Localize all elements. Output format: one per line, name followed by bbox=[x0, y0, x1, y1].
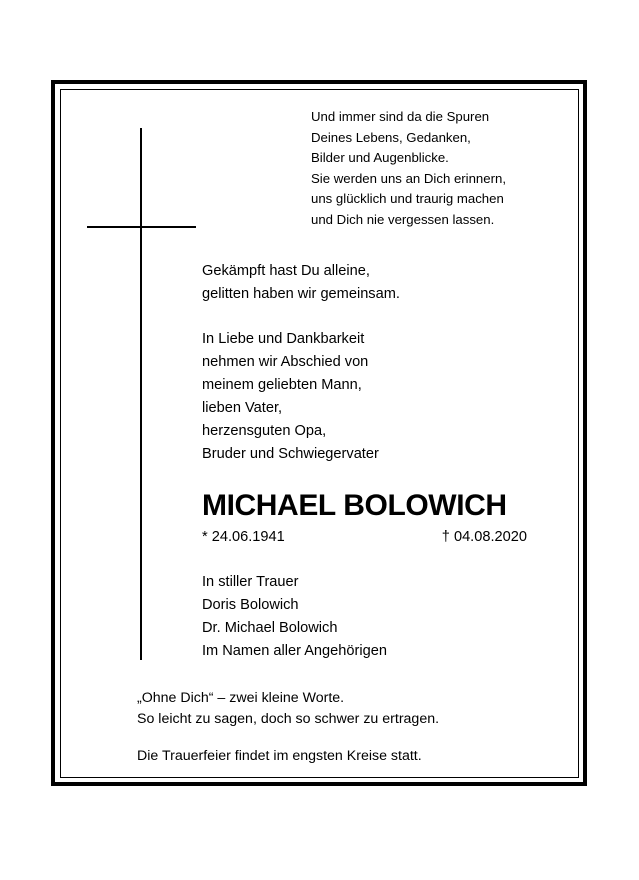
deceased-name: MICHAEL BOLOWICH bbox=[202, 489, 507, 522]
cross-vertical-bar bbox=[140, 128, 142, 660]
death-date: † 04.08.2020 bbox=[441, 529, 527, 545]
birth-date: * 24.06.1941 bbox=[202, 529, 285, 545]
verse-text: Gekämpft hast Du alleine, gelitten haben wir gemeinsam. bbox=[202, 263, 400, 302]
funeral-notice: Die Trauerfeier findet im engsten Kreise statt. bbox=[137, 748, 422, 764]
cross-horizontal-bar bbox=[87, 226, 196, 228]
memorial-poem: Und immer sind da die Spuren Deines Lebens, Gedanken, Bilder und Augenblicke. Sie werden uns an Dich erinnern, uns glücklich und traurig machen und Dich nie vergessen lassen. bbox=[311, 109, 506, 227]
closing-quote: „Ohne Dich“ – zwei kleine Worte. So leicht zu sagen, doch so schwer zu ertragen. bbox=[137, 690, 440, 727]
mourners-list: In stiller Trauer Doris Bolowich Dr. Michael Bolowich Im Namen aller Angehörigen bbox=[202, 574, 387, 659]
farewell-intro: In Liebe und Dankbarkeit nehmen wir Abschied von meinem geliebten Mann, lieben Vater, herzensguten Opa, Bruder und Schwiegervater bbox=[202, 331, 379, 462]
